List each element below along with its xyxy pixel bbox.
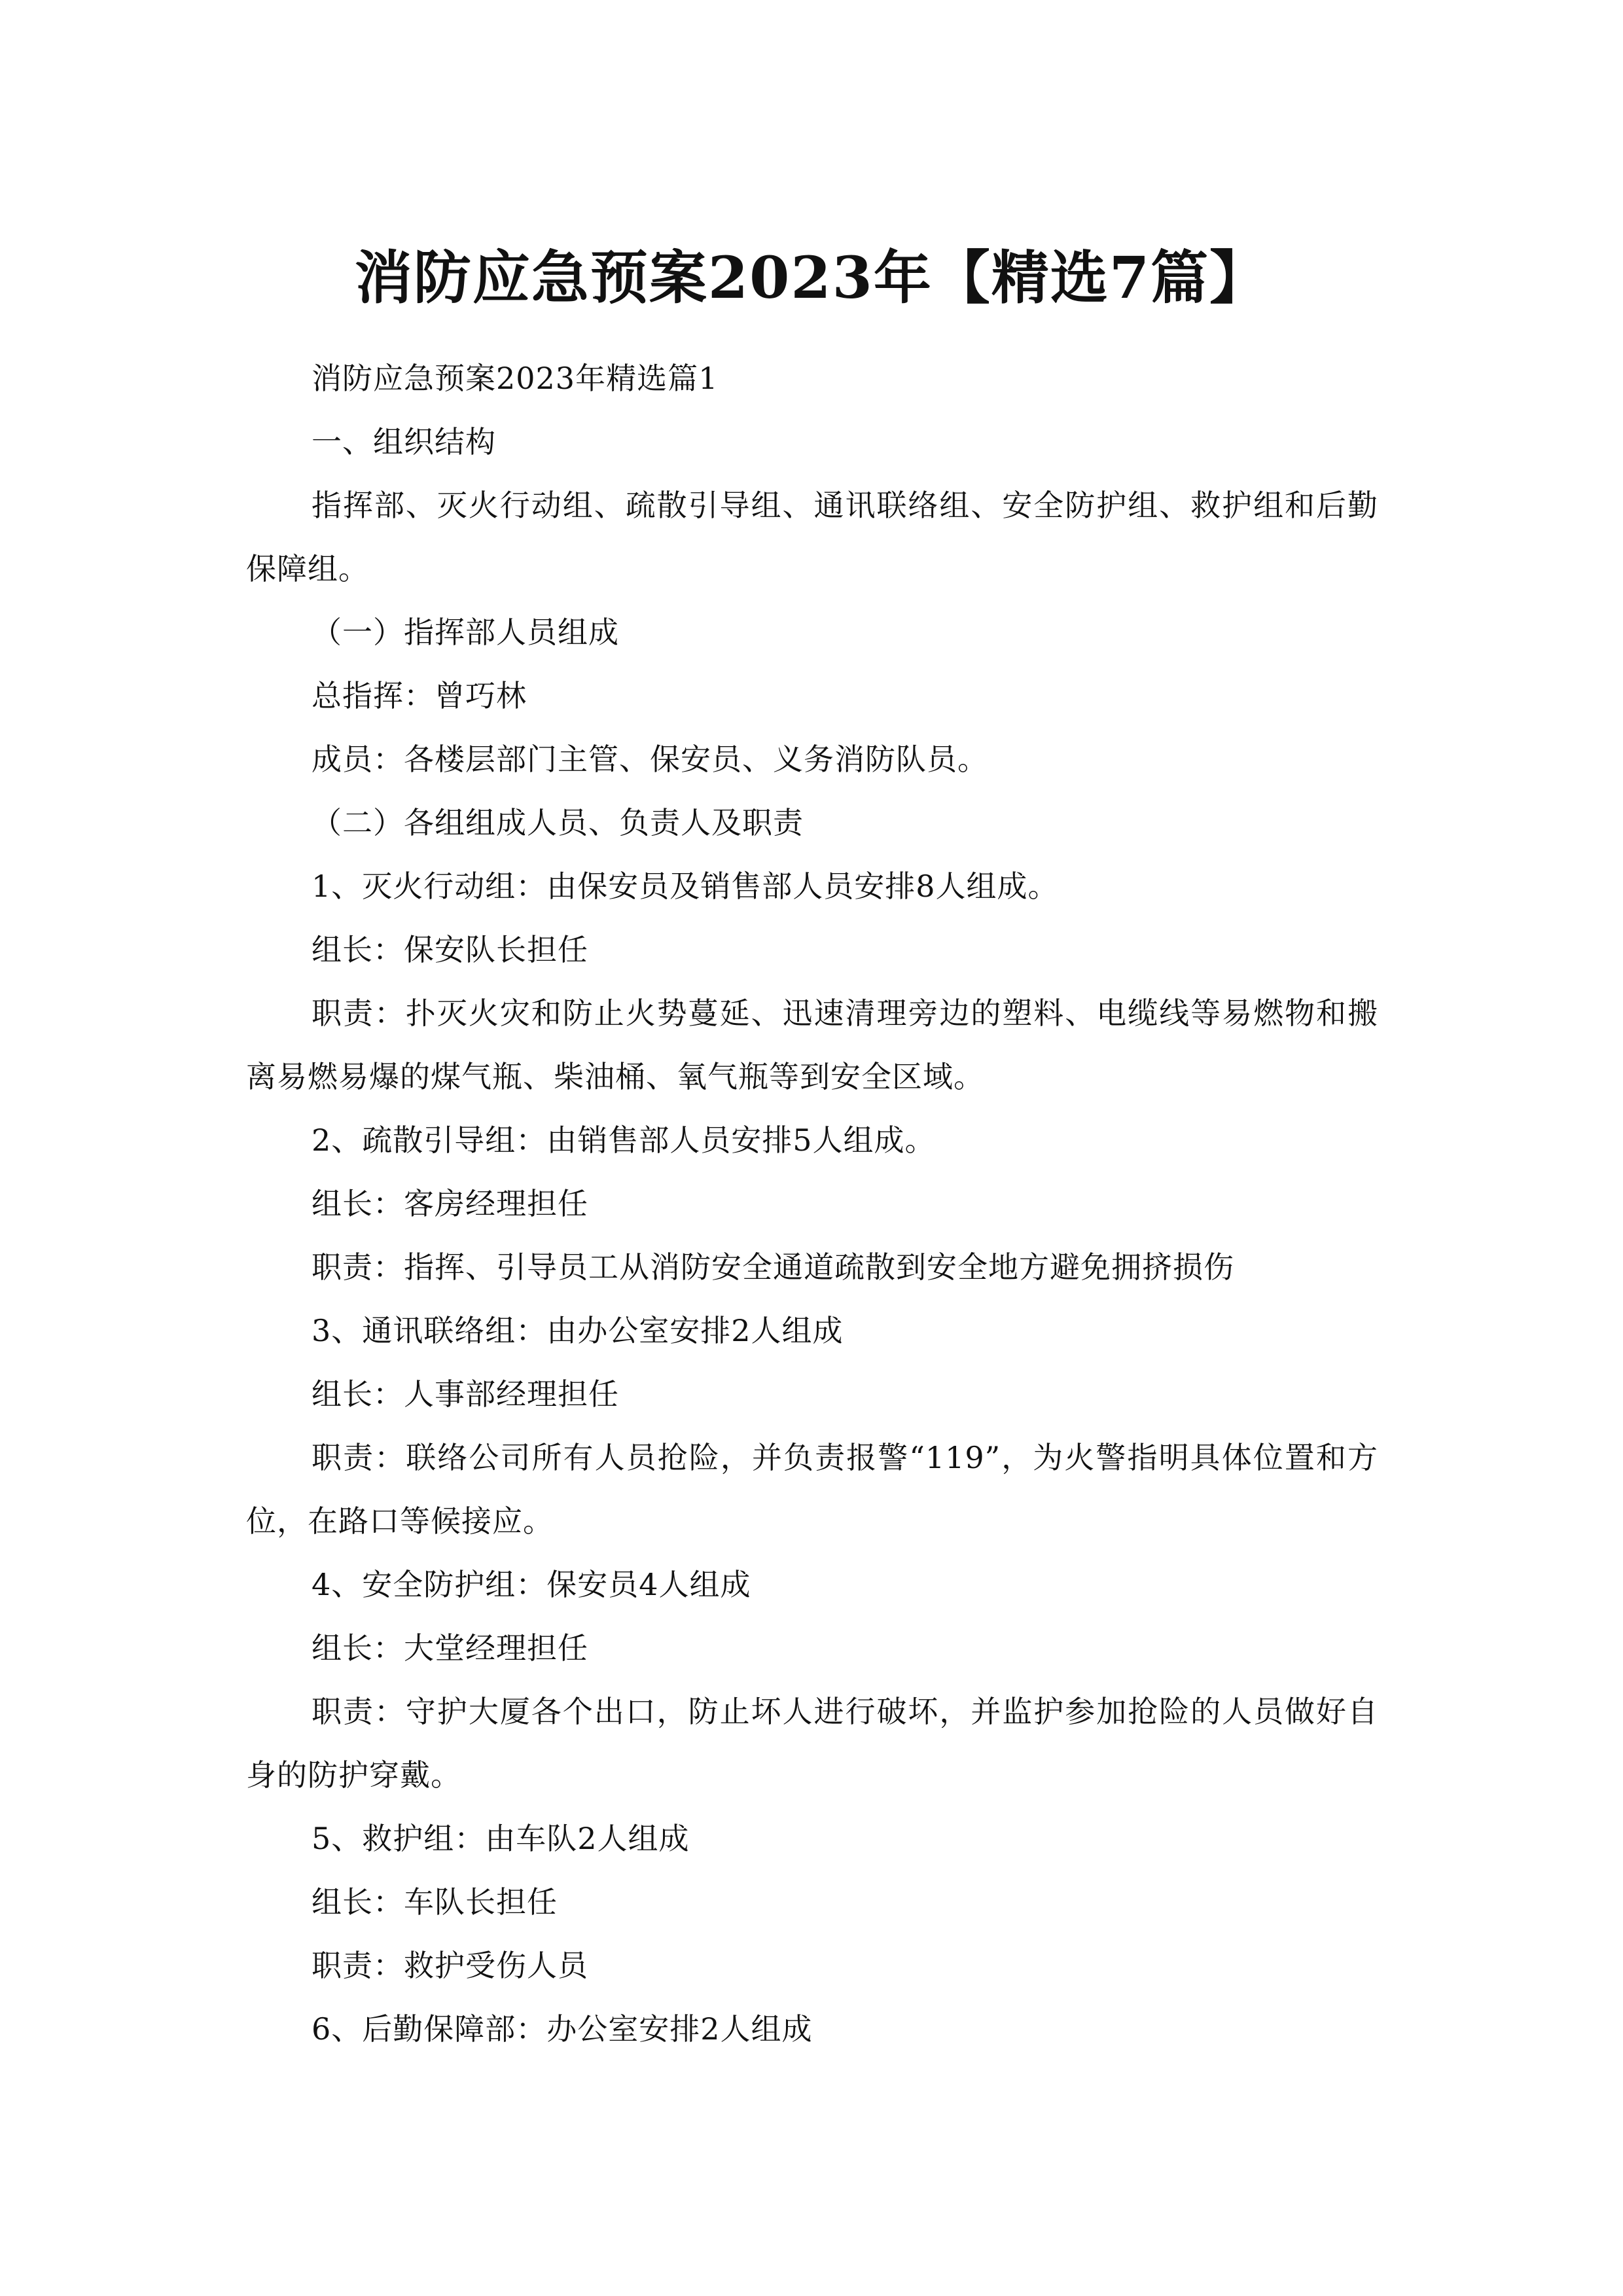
subsection-heading: 一、组织结构 — [312, 424, 496, 459]
paragraph: 2、疏散引导组：由销售部人员安排5人组成。 — [312, 1122, 936, 1158]
paragraph: 5、救护组：由车队2人组成 — [312, 1821, 690, 1856]
document-body — [246, 347, 1378, 2061]
paragraph: 组长：保安队长担任 — [312, 932, 588, 967]
paragraph: 4、安全防护组：保安员4人组成 — [312, 1567, 751, 1602]
subsection-heading: （一）指挥部人员组成 — [312, 615, 619, 650]
paragraph: 组长：人事部经理担任 — [312, 1376, 619, 1412]
paragraph: 6、后勤保障部：办公室安排2人组成 — [312, 2011, 813, 2047]
paragraph: 职责：守护大厦各个出口，防止坏人进行破坏，并监护参加抢险的人员做好自身的防护穿戴。 — [246, 1694, 1378, 1793]
subsection-heading: （二）各组组成人员、负责人及职责 — [312, 805, 804, 840]
paragraph: 成员：各楼层部门主管、保安员、义务消防队员。 — [312, 742, 988, 777]
section-heading: 消防应急预案2023年精选篇1 — [312, 361, 719, 396]
paragraph: 1、灭火行动组：由保安员及销售部人员安排8人组成。 — [312, 869, 1059, 904]
paragraph: 3、通讯联络组：由办公室安排2人组成 — [312, 1313, 844, 1348]
paragraph: 职责：扑灭火灾和防止火势蔓延、迅速清理旁边的塑料、电缆线等易燃物和搬离易燃易爆的煤气瓶、柴油桶、氧气瓶等到安全区域。 — [246, 996, 1378, 1094]
paragraph: 职责：指挥、引导员工从消防安全通道疏散到安全地方避免拥挤损伤 — [312, 1249, 1234, 1285]
paragraph: 组长：大堂经理担任 — [312, 1630, 588, 1666]
paragraph: 总指挥：曾巧林 — [312, 678, 527, 713]
paragraph: 组长：客房经理担任 — [312, 1186, 588, 1221]
paragraph: 职责：联络公司所有人员抢险，并负责报警“119”，为火警指明具体位置和方位，在路口等候接应。 — [246, 1440, 1378, 1539]
document-title: 消防应急预案2023年【精选7篇】 — [354, 243, 1269, 312]
paragraph: 职责：救护受伤人员 — [312, 1948, 588, 1983]
paragraph: 组长：车队长担任 — [312, 1884, 558, 1920]
paragraph: 指挥部、灭火行动组、疏散引导组、通讯联络组、安全防护组、救护组和后勤保障组。 — [246, 488, 1378, 586]
